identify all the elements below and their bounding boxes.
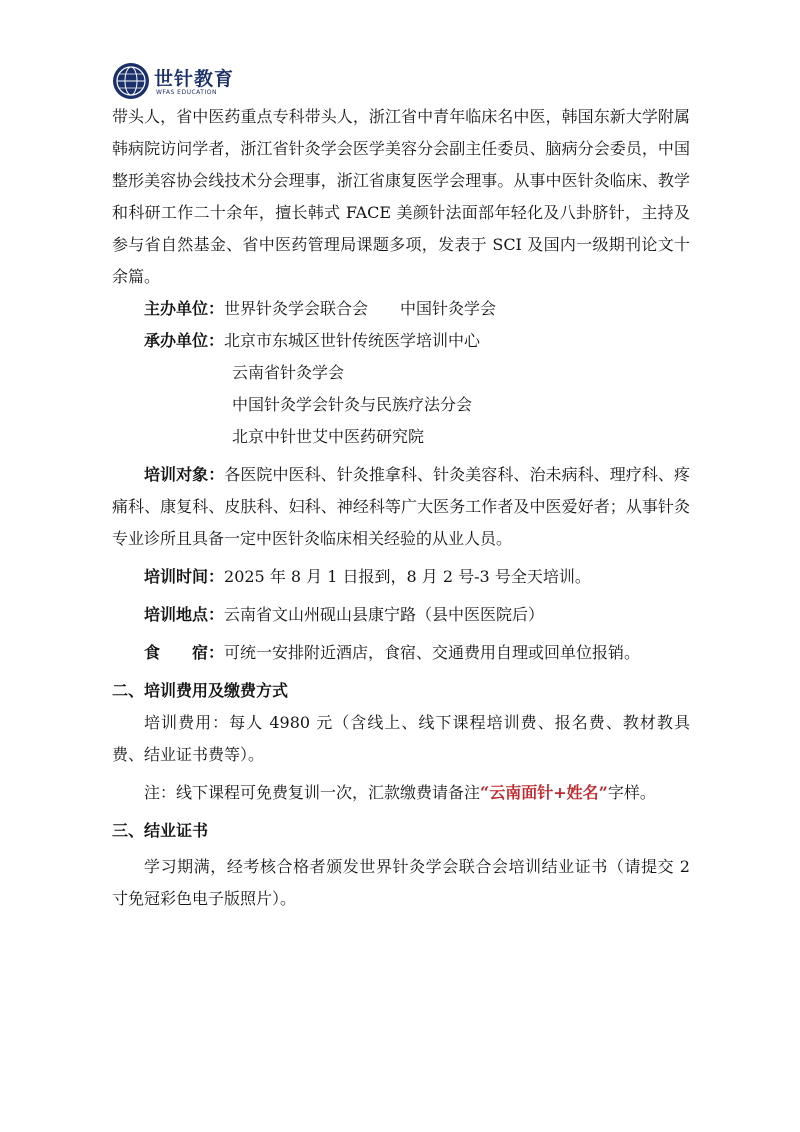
- section-heading-certificate: 三、结业证书: [112, 821, 209, 840]
- organizer-value: 世界针灸学会联合会 中国针灸学会: [224, 299, 497, 318]
- co-organizer-label: 承办单位：: [144, 331, 225, 350]
- note-paragraph: [112, 777, 690, 809]
- certificate-paragraph: 学习期满，经考核合格者颁发世界针灸学会联合会培训结业证书（请提交 2 寸免冠彩色电子版照片）。: [112, 857, 690, 908]
- globe-logo-icon: [112, 62, 150, 100]
- co-organizer-item: 云南省针灸学会: [232, 363, 345, 382]
- fee-paragraph: 培训费用：每人 4980 元（含线上、线下课程培训费、报名费、教材教具费、结业证书费等）。: [112, 713, 690, 764]
- document-body: [112, 101, 690, 915]
- co-organizer-item: 中国针灸学会针灸与民族疗法分会: [232, 395, 473, 414]
- note-highlight: “云南面针+姓名”: [480, 783, 608, 802]
- co-organizer-item: 北京市东城区世针传统医学培训中心: [224, 331, 481, 350]
- lodging-value: 可统一安排附近酒店，食宿、交通费用自理或回单位报销。: [224, 643, 641, 662]
- lodging-label: 食 宿：: [144, 643, 225, 662]
- location-row: [112, 599, 690, 631]
- logo-subtitle: WFAS EDUCATION: [156, 89, 217, 96]
- bio-paragraph: 带头人，省中医药重点专科带头人，浙江省中青年临床名中医，韩国东新大学附属韩病院访问学者，浙江省针灸学会医学美容分会副主任委员、脑病分会委员，中国整形美容协会线技术分会理事，浙江省康复医学会理事。从事中医针灸临床、教学和科研工作二十余年，擅长韩式 FACE 美颜针法面部年轻化及八卦脐针，主持及参与省自然基金、省中医药管理局课题多项，发表于 SCI 及国内一级期刊论文十余篇。: [112, 107, 690, 286]
- lodging-row: [112, 637, 690, 669]
- logo: [112, 62, 282, 102]
- time-label: 培训时间：: [144, 567, 225, 586]
- logo-title: 世针教育: [154, 68, 235, 90]
- co-organizer-item: 北京中针世艾中医药研究院: [232, 427, 425, 446]
- location-value: 云南省文山州砚山县康宁路（县中医医院后）: [224, 605, 545, 624]
- organizer-row: [112, 293, 690, 325]
- time-value: 2025 年 8 月 1 日报到，8 月 2 号-3 号全天培训。: [224, 567, 591, 586]
- location-label: 培训地点：: [144, 605, 225, 624]
- section-heading-fees: 二、培训费用及缴费方式: [112, 681, 289, 700]
- note-suffix: 字样。: [607, 783, 656, 802]
- co-organizer-row: [112, 325, 690, 357]
- target-value: 各医院中医科、针灸推拿科、针灸美容科、治未病科、理疗科、疼痛科、康复科、皮肤科、妇科、神经科等广大医务工作者及中医爱好者；从事针灸专业诊所且具备一定中医针灸临床相关经验的从业人员。: [112, 465, 690, 548]
- target-label: 培训对象：: [144, 465, 225, 484]
- organizer-label: 主办单位：: [144, 299, 225, 318]
- note-prefix: 注：线下课程可免费复训一次，汇款缴费请备注: [144, 783, 481, 802]
- time-row: [112, 561, 690, 593]
- target-paragraph: [112, 459, 690, 555]
